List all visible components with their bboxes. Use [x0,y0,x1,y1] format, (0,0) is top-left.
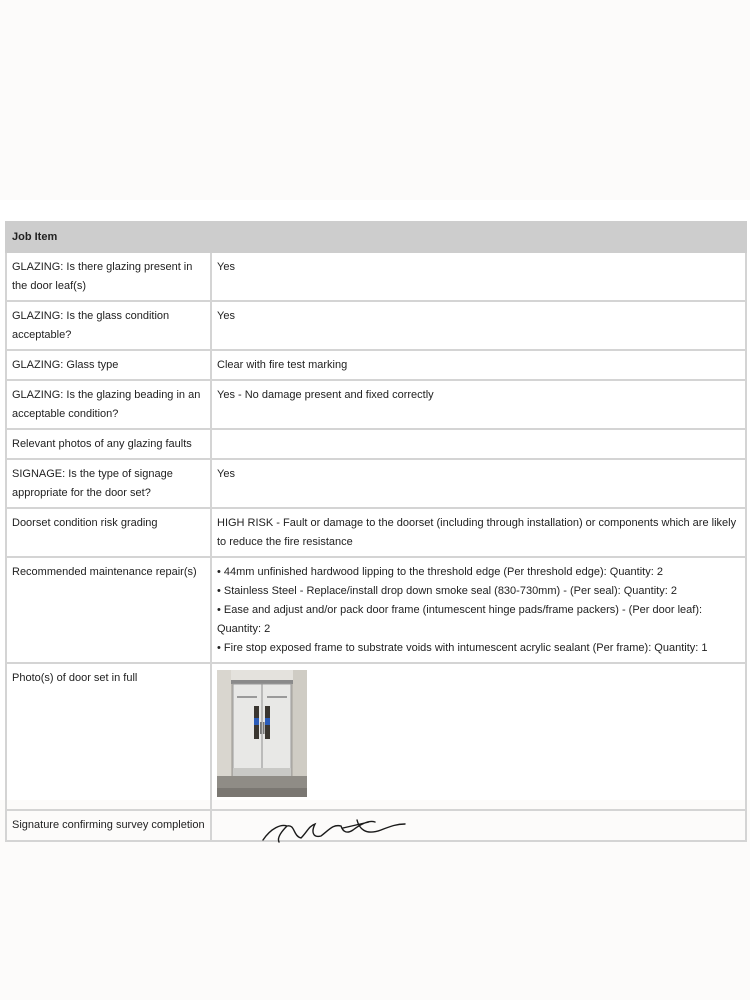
table-header-row [6,222,746,252]
row-label: Recommended maintenance repair(s) [6,557,211,663]
row-label: GLAZING: Is there glazing present in the door leaf(s) [6,252,211,301]
signature-cell [211,810,746,841]
table-row [6,810,746,841]
row-label: Signature confirming survey completion [6,810,211,841]
table-row [6,252,746,301]
repair-item: • Fire stop exposed frame to substrate voids with intumescent acrylic sealant (Per frame): Quantity: 1 [217,642,708,654]
row-label: GLAZING: Is the glass condition acceptable? [6,301,211,350]
row-value: Yes [211,252,746,301]
row-value: Clear with fire test marking [211,350,746,380]
repairs-list [211,557,746,663]
row-value [211,429,746,459]
table-header: Job Item [6,222,746,252]
table-row [6,508,746,557]
row-value: Yes [211,459,746,508]
job-item-table [5,221,747,842]
table-row [6,380,746,429]
table-row [6,557,746,663]
door-set-photo[interactable] [217,670,307,797]
risk-grading-value: HIGH RISK - Fault or damage to the doorset (including through installation) or components which are likely to reduce the fire resistance [211,508,746,557]
table-row [6,350,746,380]
row-label: GLAZING: Is the glazing beading in an acceptable condition? [6,380,211,429]
row-label: Doorset condition risk grading [6,508,211,557]
row-value: Yes [211,301,746,350]
table-row [6,663,746,810]
row-value: Yes - No damage present and fixed correctly [211,380,746,429]
signature-image [257,818,437,846]
photo-cell [211,663,746,810]
row-label: Photo(s) of door set in full [6,663,211,810]
row-label: Relevant photos of any glazing faults [6,429,211,459]
repair-item: • Ease and adjust and/or pack door frame (intumescent hinge pads/frame packers) - (Per door leaf): Quantity: 2 [217,604,703,635]
row-label: SIGNAGE: Is the type of signage appropriate for the door set? [6,459,211,508]
table-row [6,301,746,350]
table-row [6,429,746,459]
repair-item: • Stainless Steel - Replace/install drop down smoke seal (830-730mm) - (Per seal): Quantity: 2 [217,585,677,597]
repair-item: • 44mm unfinished hardwood lipping to the threshold edge (Per threshold edge): Quantity: 2 [217,566,663,578]
table-row [6,459,746,508]
row-label: GLAZING: Glass type [6,350,211,380]
report-sheet [0,200,750,831]
